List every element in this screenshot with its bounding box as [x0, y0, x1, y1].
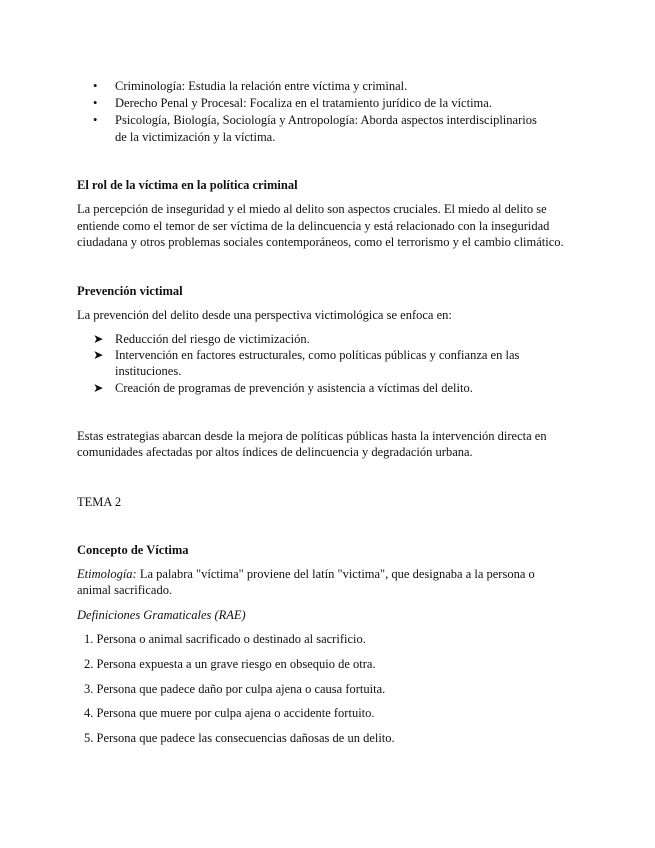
arrow-bullet-icon: ➤: [93, 332, 104, 346]
etimologia-label: Etimología:: [77, 567, 137, 581]
paragraph-line: La prevención del delito desde una perspectiva victimológica se enfoca en:: [77, 308, 452, 322]
definition-item: 4. Persona que muere por culpa ajena o accidente fortuito.: [84, 706, 375, 720]
definition-item: 3. Persona que padece daño por culpa ajena o causa fortuita.: [84, 682, 386, 696]
list-item-text: Psicología, Biología, Sociología y Antropología: Aborda aspectos interdisciplinarios de la victimización y la víctima.: [115, 113, 537, 144]
paragraph-line: ciudadana y otros problemas sociales contemporáneos, como el terrorismo y el cambio climático.: [77, 235, 564, 249]
list-item: [93, 78, 585, 95]
tema-label: TEMA 2: [77, 495, 122, 509]
list-item-text: Intervención en factores estructurales, como políticas públicas y confianza en las instituciones.: [115, 348, 520, 378]
bullet-icon: •: [93, 113, 98, 127]
bullet-icon: •: [93, 79, 98, 93]
paragraph-line: animal sacrificado.: [77, 583, 173, 597]
paragraph-line: comunidades afectadas por altos índices de delincuencia y degradación urbana.: [77, 445, 473, 459]
list-item: [93, 380, 585, 397]
list-item-text: Creación de programas de prevención y asistencia a víctimas del delito.: [115, 381, 473, 395]
section-heading: Prevención victimal: [77, 284, 183, 298]
arrow-bullet-icon: ➤: [93, 381, 104, 395]
definition-item: 5. Persona que padece las consecuencias dañosas de un delito.: [84, 731, 395, 745]
definition-item: 2. Persona expuesta a un grave riesgo en obsequio de otra.: [84, 657, 376, 671]
paragraph-line: Estas estrategias abarcan desde la mejora de políticas públicas hasta la intervención directa en: [77, 429, 547, 443]
etimologia-text: La palabra "víctima" proviene del latín "victima", que designaba a la persona o: [136, 567, 535, 581]
list-item: [93, 347, 545, 379]
list-item-text: Reducción del riesgo de victimización.: [115, 332, 310, 346]
list-item: [93, 95, 585, 112]
etimologia-line: [77, 566, 535, 582]
section-heading: Concepto de Víctima: [77, 543, 189, 557]
list-item-text: Criminología: Estudia la relación entre víctima y criminal.: [115, 79, 408, 93]
definition-item: 1. Persona o animal sacrificado o destinado al sacrificio.: [84, 632, 366, 646]
definiciones-label: Definiciones Gramaticales (RAE): [77, 608, 246, 622]
paragraph-line: entiende como el temor de ser víctima de la delincuencia y está relacionado con la inseguridad: [77, 219, 550, 233]
paragraph-line: La percepción de inseguridad y el miedo al delito son aspectos cruciales. El miedo al delito se: [77, 202, 547, 216]
arrow-bullet-icon: ➤: [93, 348, 104, 362]
list-item: [93, 112, 545, 145]
list-item-text: Derecho Penal y Procesal: Focaliza en el tratamiento jurídico de la víctima.: [115, 96, 492, 110]
list-item: [93, 331, 585, 348]
bullet-icon: •: [93, 96, 98, 110]
section-heading: El rol de la víctima en la política criminal: [77, 178, 298, 192]
